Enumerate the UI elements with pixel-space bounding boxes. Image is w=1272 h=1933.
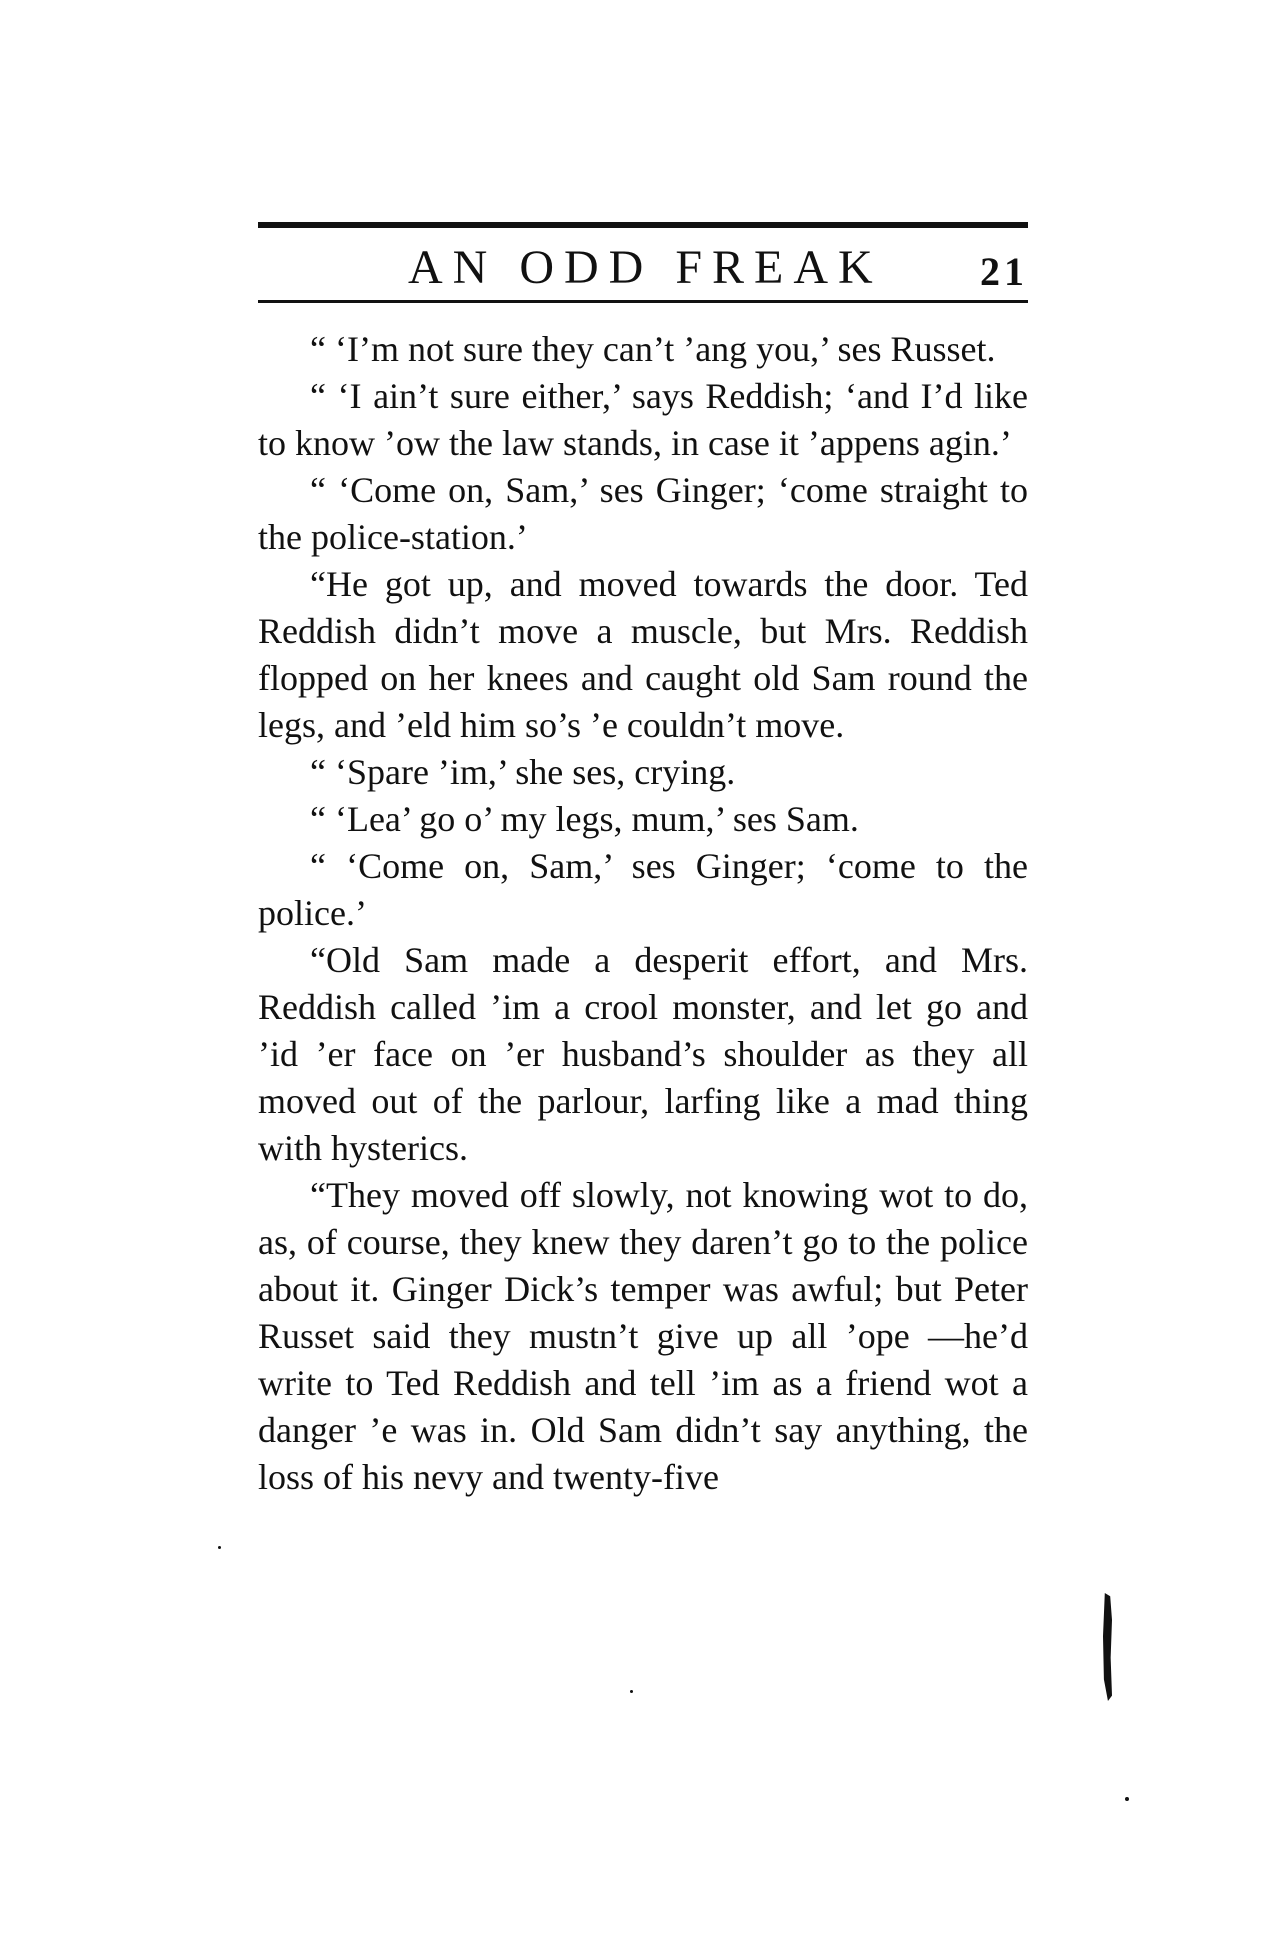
scan-speck: [1125, 1797, 1129, 1801]
paragraph: “ ‘Lea’ go o’ my legs, mum,’ ses Sam.: [310, 799, 859, 839]
paragraph: “ ‘Come on, Sam,’ ses Ginger; ‘come straight to the police-station.’: [258, 470, 1028, 557]
paragraph: “They moved off slowly, not knowing wot to do, as, of course, they knew they daren’t go to the police about it. Ginger Dick’s temper was awful; but Peter Russet said they mustn’t give up all ’ope —he’d write to Ted Reddish and tell ’im as a friend wot a danger ’e was in. Old Sam didn’t say anything, the loss of his nevy and twenty-five: [258, 1175, 1028, 1497]
scan-mark: [1103, 1593, 1112, 1701]
paragraph: “ ‘I ain’t sure either,’ says Reddish; ‘and I’d like to know ’ow the law stands, in case it ’appens agin.’: [258, 376, 1028, 463]
paragraph: “ ‘I’m not sure they can’t ’ang you,’ ses Russet.: [310, 329, 996, 369]
paragraph: “Old Sam made a desperit effort, and Mrs. Reddish called ’im a crool monster, and let go and ’id ’er face on ’er husband’s shoulder as they all moved out of the parlour, larfing like a mad thing with hysterics.: [258, 940, 1028, 1168]
scan-speck: [630, 1690, 633, 1693]
running-head: [258, 240, 1028, 296]
paragraph: “He got up, and moved towards the door. Ted Reddish didn’t move a muscle, but Mrs. Reddish flopped on her knees and caught old Sam round the legs, and ’eld him so’s ’e couldn’t move.: [258, 564, 1028, 745]
scan-speck: [218, 1546, 221, 1549]
header-rule-top: [258, 222, 1028, 228]
body-text: [258, 326, 1028, 1501]
paragraph: “ ‘Come on, Sam,’ ses Ginger; ‘come to the police.’: [258, 846, 1028, 933]
running-title: AN ODD FREAK: [408, 241, 883, 294]
page-number: 21: [980, 249, 1028, 294]
header-rule-bottom: [258, 300, 1028, 303]
paragraph: “ ‘Spare ’im,’ she ses, crying.: [310, 752, 736, 792]
